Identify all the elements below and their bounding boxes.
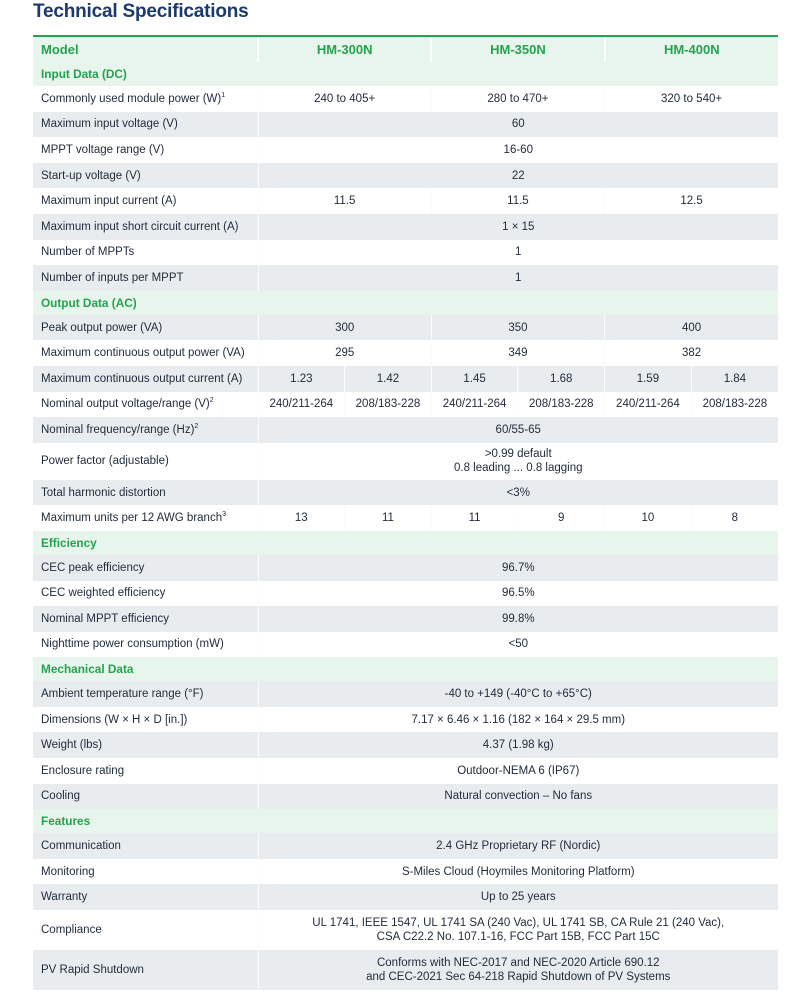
row-label <box>33 505 258 531</box>
cell-hm350n: 349 <box>431 340 604 366</box>
cell-hm350n-208v: 9 <box>518 505 605 531</box>
row-dimensions <box>33 707 778 733</box>
row-label: Communication <box>33 833 258 859</box>
row-label: Ambient temperature range (°F) <box>33 681 258 707</box>
row-label <box>33 417 258 443</box>
row-label <box>33 392 258 418</box>
row-label-text: Nominal frequency/range (Hz) <box>41 423 195 436</box>
cell-all-models: 60/55-65 <box>258 417 778 443</box>
cell-all-models: 1 × 15 <box>258 214 778 240</box>
cell-all-models: 60 <box>258 112 778 138</box>
section-title-mechanical: Mechanical Data <box>33 657 778 681</box>
row-label: MPPT voltage range (V) <box>41 143 165 156</box>
row-nominal-frequency <box>33 417 778 443</box>
row-label <box>33 86 258 112</box>
row-label: Number of MPPTs <box>41 246 135 259</box>
cell-hm350n: 350 <box>431 315 604 341</box>
cell-hm300n-208v: 208/183-228 <box>345 392 432 418</box>
row-label: Warranty <box>33 884 258 910</box>
cell-hm400n-208v: 208/183-228 <box>691 392 778 418</box>
row-label-text: Maximum units per 12 AWG branch <box>41 512 223 525</box>
row-compliance <box>33 910 778 950</box>
cell-all-models <box>258 443 778 480</box>
cell-hm300n-208v: 1.42 <box>345 366 432 392</box>
footnote-marker: 2 <box>209 397 214 405</box>
section-header-efficiency <box>33 531 778 555</box>
cell-all-models <box>258 950 778 990</box>
footnote-marker: 3 <box>222 511 226 519</box>
header-model-hm300n: HM-300N <box>258 36 431 62</box>
value-line: Conforms with NEC-2017 and NEC-2020 Article 690.12 <box>376 957 660 970</box>
cell-all-models: <50 <box>258 632 778 658</box>
cell-all-models: 16-60 <box>258 137 778 163</box>
section-title-efficiency: Efficiency <box>33 531 778 555</box>
row-label: Dimensions (W × H × D [in.]) <box>41 713 188 726</box>
cell-hm300n-208v: 11 <box>345 505 432 531</box>
cell-hm400n: 400 <box>605 315 778 341</box>
cell-all-models: <3% <box>258 480 778 506</box>
cell-all-models: Outdoor-NEMA 6 (IP67) <box>258 758 778 784</box>
cell-all-models: 96.5% <box>258 581 778 607</box>
row-label: CEC peak efficiency <box>33 555 258 581</box>
row-label: Maximum continuous output current (A) <box>33 366 258 392</box>
cell-hm400n: 382 <box>605 340 778 366</box>
cell-hm400n: 12.5 <box>605 188 778 214</box>
row-monitoring <box>33 859 778 885</box>
header-model-label: Model <box>33 36 258 62</box>
row-label: Power factor (adjustable) <box>41 455 169 468</box>
row-label: Monitoring <box>41 865 95 878</box>
cell-hm400n-240v: 240/211-264 <box>605 392 692 418</box>
row-label: Maximum input short circuit current (A) <box>33 214 258 240</box>
cell-all-models: 96.7% <box>258 555 778 581</box>
cell-hm350n: 280 to 470+ <box>431 86 604 112</box>
value-line: 0.8 leading ... 0.8 lagging <box>453 462 583 475</box>
row-label: Enclosure rating <box>41 764 125 777</box>
cell-hm400n: 320 to 540+ <box>605 86 778 112</box>
row-max-short-circuit <box>33 214 778 240</box>
cell-hm400n-240v: 1.59 <box>605 366 692 392</box>
cell-all-models <box>258 910 778 950</box>
row-nominal-voltage <box>33 392 778 418</box>
cell-hm350n-240v: 240/211-264 <box>431 392 518 418</box>
row-inputs-per-mppt <box>33 265 778 291</box>
row-cont-current <box>33 366 778 392</box>
row-label: Maximum input voltage (V) <box>33 112 258 138</box>
footnote-marker: 1 <box>221 91 226 99</box>
cell-hm400n-208v: 1.84 <box>691 366 778 392</box>
cell-all-models: 1 <box>258 265 778 291</box>
row-cec-peak <box>33 555 778 581</box>
row-power-factor <box>33 443 778 480</box>
row-startup-voltage <box>33 163 778 189</box>
row-enclosure-rating <box>33 758 778 784</box>
spec-table <box>33 35 778 990</box>
cell-all-models: Up to 25 years <box>258 884 778 910</box>
row-label: Start-up voltage (V) <box>33 163 258 189</box>
section-header-input <box>33 62 778 86</box>
section-header-output <box>33 291 778 315</box>
cell-hm350n-240v: 1.45 <box>431 366 518 392</box>
value-line: CSA C22.2 No. 107.1-16, FCC Part 15B, FCC Part 15C <box>376 931 660 944</box>
header-model-hm400n: HM-400N <box>605 36 778 62</box>
row-label-text: Commonly used module power (W) <box>41 92 222 105</box>
row-max-input-voltage <box>33 112 778 138</box>
section-title-features: Features <box>33 809 778 833</box>
row-nighttime-consumption <box>33 632 778 658</box>
spec-table-container <box>33 35 778 990</box>
value-line: and CEC-2021 Sec 64-218 Rapid Shutdown of PV Systems <box>366 971 671 984</box>
row-communication <box>33 833 778 859</box>
row-mppt-efficiency <box>33 606 778 632</box>
cell-all-models: 22 <box>258 163 778 189</box>
row-mppt-range <box>33 137 778 163</box>
row-cont-power <box>33 340 778 366</box>
cell-hm350n: 11.5 <box>431 188 604 214</box>
cell-hm350n-208v: 208/183-228 <box>518 392 605 418</box>
row-label: Total harmonic distortion <box>33 480 258 506</box>
row-cooling <box>33 784 778 810</box>
row-label: Compliance <box>41 924 102 937</box>
cell-all-models: 7.17 × 6.46 × 1.16 (182 × 164 × 29.5 mm) <box>258 707 778 733</box>
cell-all-models: 4.37 (1.98 kg) <box>258 732 778 758</box>
row-module-power <box>33 86 778 112</box>
value-line: >0.99 default <box>484 448 552 461</box>
row-label: Maximum input current (A) <box>41 195 177 208</box>
cell-hm350n-240v: 11 <box>431 505 518 531</box>
row-num-mppts <box>33 240 778 266</box>
page-title: Technical Specifications <box>33 1 249 22</box>
footnote-marker: 2 <box>194 422 199 430</box>
row-label-text: Nominal output voltage/range (V) <box>41 398 210 411</box>
header-model-hm350n: HM-350N <box>431 36 604 62</box>
cell-hm400n-208v: 8 <box>691 505 778 531</box>
section-header-features <box>33 809 778 833</box>
cell-all-models: S-Miles Cloud (Hoymiles Monitoring Platform) <box>258 859 778 885</box>
cell-hm300n-240v: 13 <box>258 505 345 531</box>
cell-hm300n: 11.5 <box>258 188 431 214</box>
row-label: Peak output power (VA) <box>33 315 258 341</box>
value-line: UL 1741, IEEE 1547, UL 1741 SA (240 Vac), UL 1741 SB, CA Rule 21 (240 Vac), <box>312 917 725 930</box>
row-label: Cooling <box>33 784 258 810</box>
row-label: Maximum continuous output power (VA) <box>41 347 245 360</box>
row-cec-weighted <box>33 581 778 607</box>
row-peak-power <box>33 315 778 341</box>
cell-hm300n-240v: 1.23 <box>258 366 345 392</box>
table-header-row <box>33 36 778 62</box>
row-label: Nominal MPPT efficiency <box>33 606 258 632</box>
cell-hm300n: 295 <box>258 340 431 366</box>
cell-hm350n-208v: 1.68 <box>518 366 605 392</box>
cell-hm400n-240v: 10 <box>605 505 692 531</box>
row-rapid-shutdown <box>33 950 778 990</box>
row-max-units <box>33 505 778 531</box>
cell-all-models: 1 <box>258 240 778 266</box>
row-label: Weight (lbs) <box>33 732 258 758</box>
section-title-output: Output Data (AC) <box>33 291 778 315</box>
cell-all-models: -40 to +149 (-40°C to +65°C) <box>258 681 778 707</box>
row-label: Number of inputs per MPPT <box>33 265 258 291</box>
cell-hm300n: 300 <box>258 315 431 341</box>
cell-all-models: 2.4 GHz Proprietary RF (Nordic) <box>258 833 778 859</box>
cell-all-models: Natural convection – No fans <box>258 784 778 810</box>
row-thd <box>33 480 778 506</box>
cell-hm300n-240v: 240/211-264 <box>258 392 345 418</box>
row-label: CEC weighted efficiency <box>41 587 166 600</box>
cell-all-models: 99.8% <box>258 606 778 632</box>
row-label: Nighttime power consumption (mW) <box>41 638 224 651</box>
row-warranty <box>33 884 778 910</box>
row-ambient-temperature <box>33 681 778 707</box>
section-header-mechanical <box>33 657 778 681</box>
section-title-input: Input Data (DC) <box>33 62 778 86</box>
row-label: PV Rapid Shutdown <box>33 950 258 990</box>
cell-hm300n: 240 to 405+ <box>258 86 431 112</box>
row-weight <box>33 732 778 758</box>
row-max-input-current <box>33 188 778 214</box>
